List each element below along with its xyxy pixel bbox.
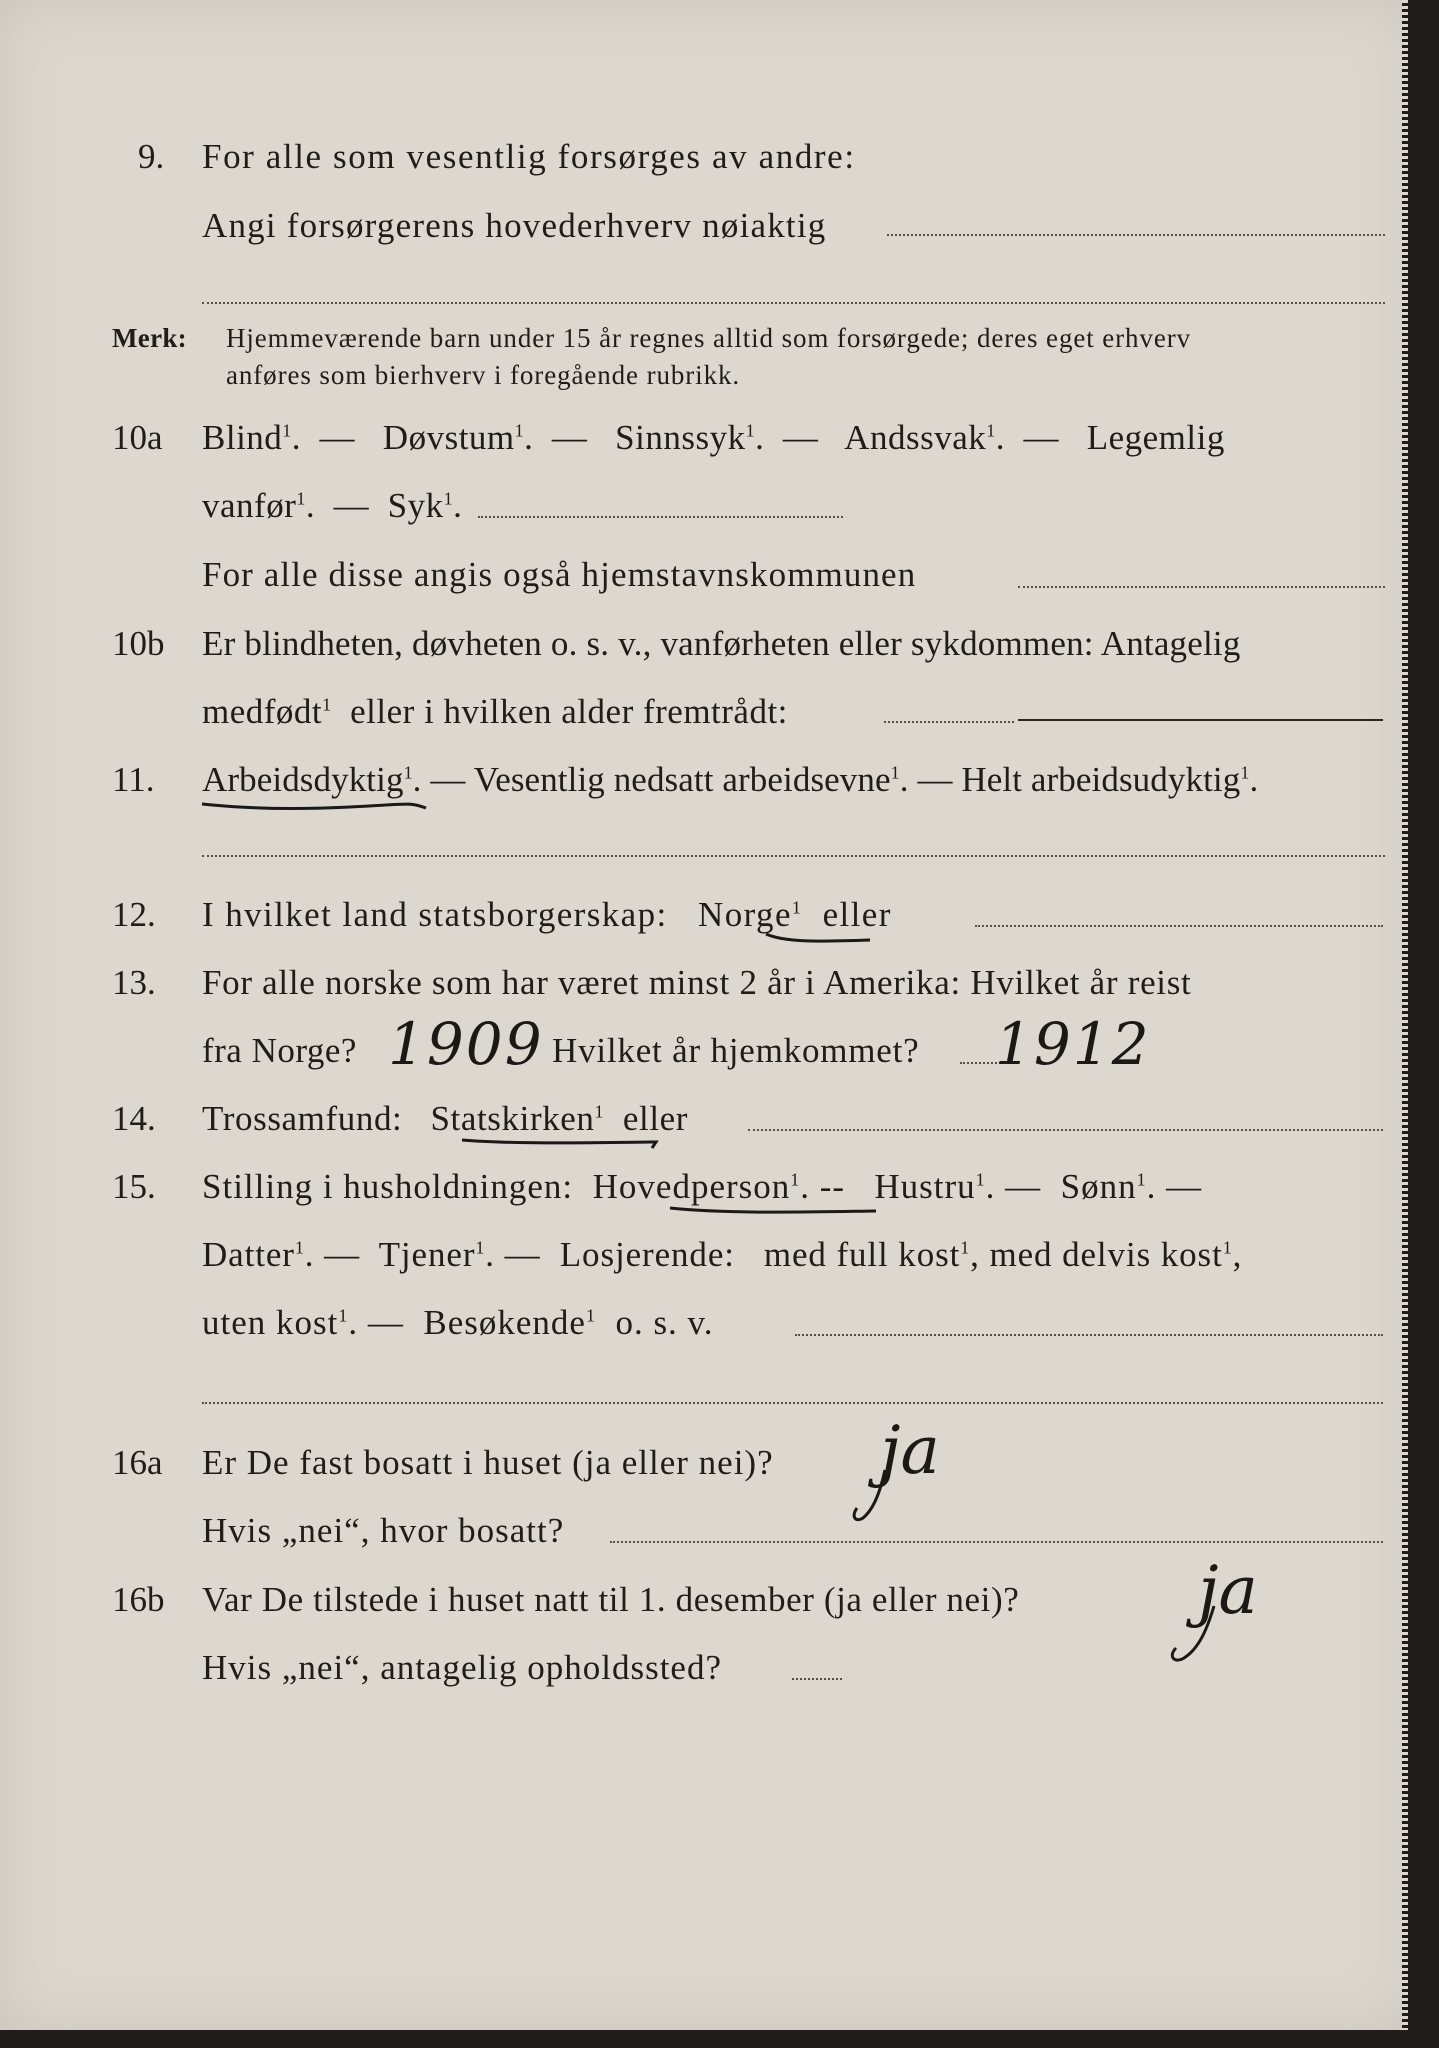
q13-line-1: For alle norske som har været minst 2 år i Amerika: Hvilket år reist bbox=[202, 963, 1192, 1002]
q10b-answer-dots bbox=[884, 721, 1014, 723]
q13-hjemkommet: Hvilket år hjemkommet? bbox=[552, 1031, 920, 1070]
opt-hovedperson: Hovedperson bbox=[592, 1167, 791, 1206]
note-line-2: anføres som bierhverv i foregående rubrikk. bbox=[226, 360, 741, 390]
answer-year-reist: 1909 bbox=[388, 1010, 544, 1078]
q15-number: 15. bbox=[112, 1167, 156, 1206]
opt-syk: Syk bbox=[387, 486, 444, 525]
q9-answer-line-2 bbox=[202, 302, 1385, 304]
q14-question: Trossamfund: bbox=[202, 1099, 403, 1138]
q15-line-2: Datter$^1$. — Tjener$^1$. — Losjerende: med full kost$^1$, med delvis kost$^1$, bbox=[202, 1235, 1243, 1274]
q12-line: I hvilket land statsborgerskap: Norge$^1$ eller bbox=[202, 895, 892, 934]
q9-number: 9. bbox=[138, 137, 165, 176]
q14-number: 14. bbox=[112, 1099, 156, 1138]
opt-vanfor: vanfør bbox=[202, 486, 297, 525]
q9-question: For alle som vesentlig forsørges av andre: bbox=[202, 137, 856, 176]
opt-udyktig: Helt arbeidsudyktig bbox=[961, 760, 1241, 799]
handwritten-underline-norge bbox=[764, 930, 874, 950]
q16b-number: 16b bbox=[112, 1580, 165, 1619]
q16b-question: Var De tilstede i huset natt til 1. desember (ja eller nei)? bbox=[202, 1580, 1020, 1619]
q10b-answer-line bbox=[1018, 719, 1383, 721]
q13-fra-norge: fra Norge? bbox=[202, 1031, 357, 1070]
q15-osv: o. s. v. bbox=[615, 1303, 714, 1342]
opt-sonn: Sønn bbox=[1060, 1167, 1137, 1206]
q10a-number: 10a bbox=[112, 418, 163, 457]
opt-statskirken: Statskirken bbox=[430, 1099, 595, 1138]
q10a-line-2: vanfør$^1$. — Syk$^1$. bbox=[202, 486, 463, 525]
opt-blind: Blind bbox=[202, 418, 283, 457]
q10b-alder-label: eller i hvilken alder fremtrådt: bbox=[350, 692, 788, 731]
q16b-answer-line bbox=[792, 1678, 842, 1680]
q10b-line-2: medfødt$^1$ eller i hvilken alder fremtrådt: bbox=[202, 692, 788, 731]
q15-line-1: Stilling i husholdningen: Hovedperson$^1$. -- Hustru$^1$. — Sønn$^1$. — bbox=[202, 1167, 1203, 1206]
q16b-line-2: Hvis „nei“, antagelig opholdssted? bbox=[202, 1648, 722, 1687]
opt-besokende: Besøkende bbox=[423, 1303, 586, 1342]
answer-tilstede: ja bbox=[1198, 1552, 1258, 1629]
q15-answer-line bbox=[795, 1334, 1383, 1336]
opt-datter: Datter bbox=[202, 1235, 295, 1274]
opt-uten-kost: uten kost bbox=[202, 1303, 339, 1342]
background-edge bbox=[1408, 0, 1439, 2048]
q12-answer-line bbox=[975, 925, 1383, 927]
opt-norge: Norge bbox=[698, 895, 792, 934]
q15-answer-line-2 bbox=[202, 1402, 1383, 1404]
opt-sinnssyk: Sinnssyk bbox=[615, 418, 746, 457]
q10b-number: 10b bbox=[112, 624, 165, 663]
q10a-answer-line bbox=[478, 516, 843, 518]
handwritten-underline-statskirken bbox=[460, 1134, 660, 1154]
q15-losjerende: Losjerende: bbox=[559, 1235, 735, 1274]
q12-eller: eller bbox=[822, 895, 892, 934]
q15-question: Stilling i husholdningen: bbox=[202, 1167, 574, 1206]
opt-arbeidsdyktig: Arbeidsdyktig bbox=[202, 760, 404, 799]
opt-dovstum: Døvstum bbox=[382, 418, 515, 457]
q14-eller: eller bbox=[622, 1099, 689, 1138]
q10a-options-line: Blind$^1$. — Døvstum$^1$. — Sinnssyk$^1$. — Andssvak$^1$. — Legemlig bbox=[202, 418, 1225, 457]
q10a-line-3: For alle disse angis også hjemstavnskommunen bbox=[202, 555, 917, 594]
q10a-kommune-line bbox=[1018, 586, 1385, 588]
opt-full-kost: med full kost bbox=[763, 1235, 961, 1274]
opt-nedsatt: Vesentlig nedsatt arbeidsevne bbox=[473, 760, 891, 799]
q12-question: I hvilket land statsborgerskap: bbox=[202, 895, 668, 934]
handwritten-stroke-ja-16a bbox=[845, 1468, 905, 1528]
opt-legemlig: Legemlig bbox=[1086, 418, 1225, 457]
q15-line-3: uten kost$^1$. — Besøkende$^1$ o. s. v. bbox=[202, 1303, 714, 1342]
q14-line: Trossamfund: Statskirken$^1$ eller bbox=[202, 1099, 689, 1138]
note-label: Merk: bbox=[112, 323, 187, 353]
q9-subquestion: Angi forsørgerens hovederhverv nøiaktig bbox=[202, 206, 827, 245]
q11-number: 11. bbox=[112, 760, 155, 799]
q16a-question: Er De fast bosatt i huset (ja eller nei)? bbox=[202, 1443, 774, 1482]
q16a-number: 16a bbox=[112, 1443, 163, 1482]
q14-answer-line bbox=[748, 1129, 1383, 1131]
handwritten-underline-arbeidsdyktig bbox=[200, 796, 430, 816]
q16a-line-2: Hvis „nei“, hvor bosatt? bbox=[202, 1511, 565, 1550]
q9-answer-line bbox=[887, 234, 1385, 236]
handwritten-underline-hovedperson bbox=[668, 1202, 880, 1222]
q16a-answer-line bbox=[610, 1541, 1383, 1543]
answer-fast-bosatt: ja bbox=[880, 1412, 940, 1489]
q12-number: 12. bbox=[112, 895, 156, 934]
opt-tjener: Tjener bbox=[378, 1235, 476, 1274]
opt-hustru: Hustru bbox=[874, 1167, 976, 1206]
answer-year-hjemkommet: 1912 bbox=[995, 1010, 1151, 1078]
q11-options-line: Arbeidsdyktig$^1$. — Vesentlig nedsatt arbeidsevne$^1$. — Helt arbeidsudyktig$^1$. bbox=[202, 760, 1259, 799]
q10b-line-1: Er blindheten, døvheten o. s. v., vanførheten eller sykdommen: Antagelig bbox=[202, 624, 1241, 663]
note-line-1: Hjemmeværende barn under 15 år regnes alltid som forsørgede; deres eget erhverv bbox=[226, 323, 1192, 353]
opt-delvis-kost: med delvis kost bbox=[989, 1235, 1223, 1274]
handwritten-stroke-ja-16b bbox=[1162, 1604, 1232, 1668]
q13-number: 13. bbox=[112, 963, 156, 1002]
q11-answer-line bbox=[202, 855, 1385, 857]
opt-medfodt: medfødt bbox=[202, 692, 323, 731]
opt-andssvak: Andssvak bbox=[844, 418, 987, 457]
